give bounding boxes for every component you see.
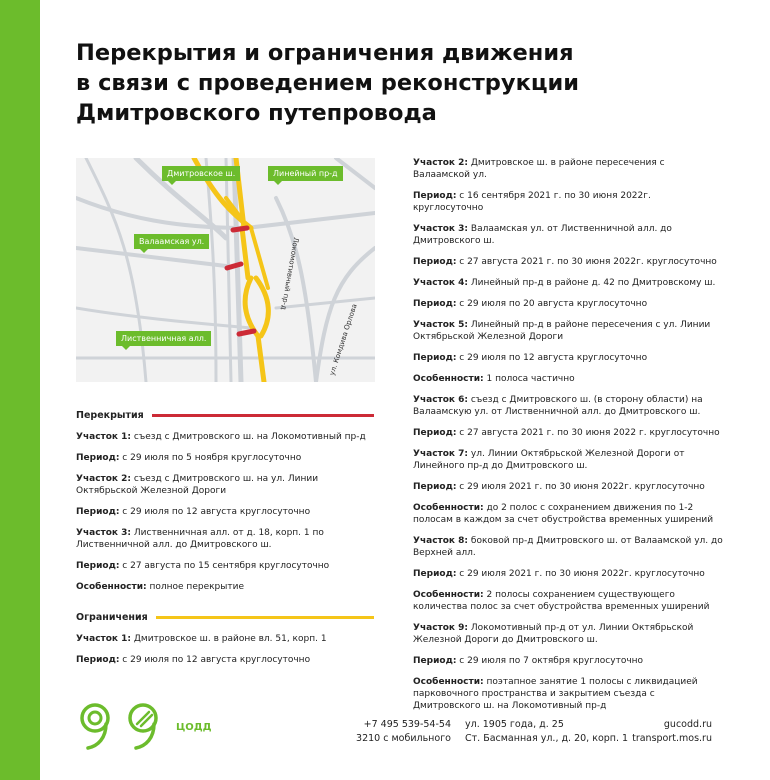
- restriction-item: Участок 5: Линейный пр-д в районе пересечения с ул. Линии Октябрьской Железной Дороги: [413, 320, 711, 342]
- restriction-item: Особенности: 2 полосы сохранением существующего количества полос за счет обустройства временных уширений: [413, 590, 710, 612]
- restrictions-continued-list: [413, 157, 723, 721]
- footer-address-2: Ст. Басманная ул., д. 20, корп. 1: [465, 733, 629, 744]
- restriction-item: Период: с 29 июля 2021 г. по 30 июня 2022г. круглосуточно: [413, 569, 705, 579]
- footer-logos: [76, 700, 236, 750]
- restriction-item: Участок 7: ул. Линии Октябрьской Железной Дороги от Линейного пр-д до Дмитровского ш.: [413, 449, 685, 471]
- restriction-item: Период: с 29 июля по 12 августа круглосуточно: [76, 655, 311, 665]
- closures-list: [76, 431, 366, 602]
- footer-addresses: [465, 718, 628, 746]
- title-line-2: в связи с проведением реконструкции: [76, 70, 580, 96]
- restriction-item: Особенности: 1 полоса частично: [413, 374, 575, 384]
- restriction-item: Период: с 29 июля по 20 августа круглосуточно: [413, 299, 648, 309]
- restriction-item: Период: с 29 июля 2021 г. по 30 июня 2022г. круглосуточно: [413, 482, 705, 492]
- restrictions-list: [76, 633, 366, 675]
- map-road-label-lokomotivny: Локомотивный пр-д: [279, 236, 300, 311]
- restriction-item: Участок 3: Валаамская ул. от Лиственничной алл. до Дмитровского ш.: [413, 224, 672, 246]
- footer-address-1: ул. 1905 года, д. 25: [465, 719, 564, 730]
- restriction-item: Период: с 29 июля по 12 августа круглосуточно: [413, 353, 648, 363]
- closures-heading-label: Перекрытия: [76, 410, 144, 421]
- footer-phone[interactable]: +7 495 539-54-54: [363, 719, 451, 730]
- title-line-3: Дмитровского путепровода: [76, 100, 437, 126]
- restriction-item: Особенности: поэтапное занятие 1 полосы с ликвидацией парковочного пространства и закрытием съезда с Дмитровского ш. на Локомотивный пр-д: [413, 677, 698, 711]
- map-road: [316, 248, 375, 382]
- closure-segment: [239, 331, 254, 334]
- brand-side-bar: [0, 0, 40, 780]
- footer-phones: [351, 718, 451, 746]
- closure-legend-line: [152, 414, 374, 417]
- restriction-item: Период: с 27 августа 2021 г. по 30 июня 2022г. круглосуточно: [413, 257, 717, 267]
- footer-sites: [626, 718, 712, 746]
- restriction-item: Участок 1: Дмитровское ш. в районе вл. 51, корп. 1: [76, 634, 327, 644]
- restriction-item: Участок 2: Дмитровское ш. в районе пересечения с Валаамской ул.: [413, 158, 665, 180]
- closure-item: Период: с 27 августа по 15 сентября круглосуточно: [76, 561, 330, 571]
- closure-item: Период: с 29 июля по 12 августа круглосуточно: [76, 507, 311, 517]
- map-road: [76, 308, 251, 328]
- title-line-1: Перекрытия и ограничения движения: [76, 40, 574, 66]
- closure-segment: [233, 228, 247, 230]
- restriction-item: Период: с 16 сентября 2021 г. по 30 июня 2022г. круглосуточно: [413, 191, 651, 213]
- map-road: [76, 248, 226, 266]
- closure-item: Особенности: полное перекрытие: [76, 582, 244, 592]
- map-label-lineyny: Линейный пр-д: [268, 166, 343, 181]
- restriction-segment: [242, 228, 248, 278]
- map-road-label-komdiva-orlova: ул. Комдива Орлова: [328, 302, 359, 377]
- footer-mobile: 3210 с мобильного: [356, 733, 451, 744]
- restriction-item: Участок 6: съезд с Дмитровского ш. (в сторону области) на Валаамскую ул. от Лиственничной алл. до Дмитровского ш.: [413, 395, 703, 417]
- closures-heading: [76, 410, 374, 421]
- restrictions-heading-label: Ограничения: [76, 612, 148, 623]
- page-title: [76, 38, 716, 128]
- restriction-item: Период: с 29 июля по 7 октября круглосуточно: [413, 656, 644, 666]
- map-label-listvennichnaya: Лиственничная алл.: [116, 331, 211, 346]
- map-road: [86, 158, 146, 382]
- closure-item: Участок 3: Лиственничная алл. от д. 18, корп. 1 по Лиственничной алл. до Дмитровского ш.: [76, 528, 324, 550]
- brand-name: ЦОДД: [176, 722, 212, 733]
- footer-site-2[interactable]: transport.mos.ru: [632, 733, 712, 744]
- restriction-item: Участок 4: Линейный пр-д в районе д. 42 по Дмитровскому ш.: [413, 278, 716, 288]
- restriction-item: Особенности: до 2 полос с сохранением движения по 1-2 полосам в каждом за счет обустройства временных уширений: [413, 503, 714, 525]
- closure-item: Участок 2: съезд с Дмитровского ш. на ул. Линии Октябрьской Железной Дороги: [76, 474, 319, 496]
- restrictions-heading: [76, 612, 374, 623]
- closure-item: Участок 1: съезд с Дмитровского ш. на Локомотивный пр-д: [76, 432, 366, 442]
- restriction-item: Участок 9: Локомотивный пр-д от ул. Линии Октябрьской Железной Дороги до Дмитровского ш.: [413, 623, 694, 645]
- closure-item: Период: с 29 июля по 5 ноября круглосуточно: [76, 453, 302, 463]
- map-roads: [76, 158, 375, 382]
- restriction-item: Период: с 27 августа 2021 г. по 30 июня 2022 г. круглосуточно: [413, 428, 720, 438]
- moscow-transport-logo-icon: [76, 700, 176, 750]
- restriction-item: Участок 8: боковой пр-д Дмитровского ш. от Валаамской ул. до Верхней алл.: [413, 536, 723, 558]
- restriction-legend-line: [156, 616, 374, 619]
- road-map: [76, 158, 375, 382]
- map-road: [276, 298, 375, 308]
- map-label-dmitrovskoe: Дмитровское ш.: [162, 166, 240, 181]
- map-label-valaamskaya: Валаамская ул.: [134, 234, 209, 249]
- footer-site-1[interactable]: gucodd.ru: [663, 719, 712, 730]
